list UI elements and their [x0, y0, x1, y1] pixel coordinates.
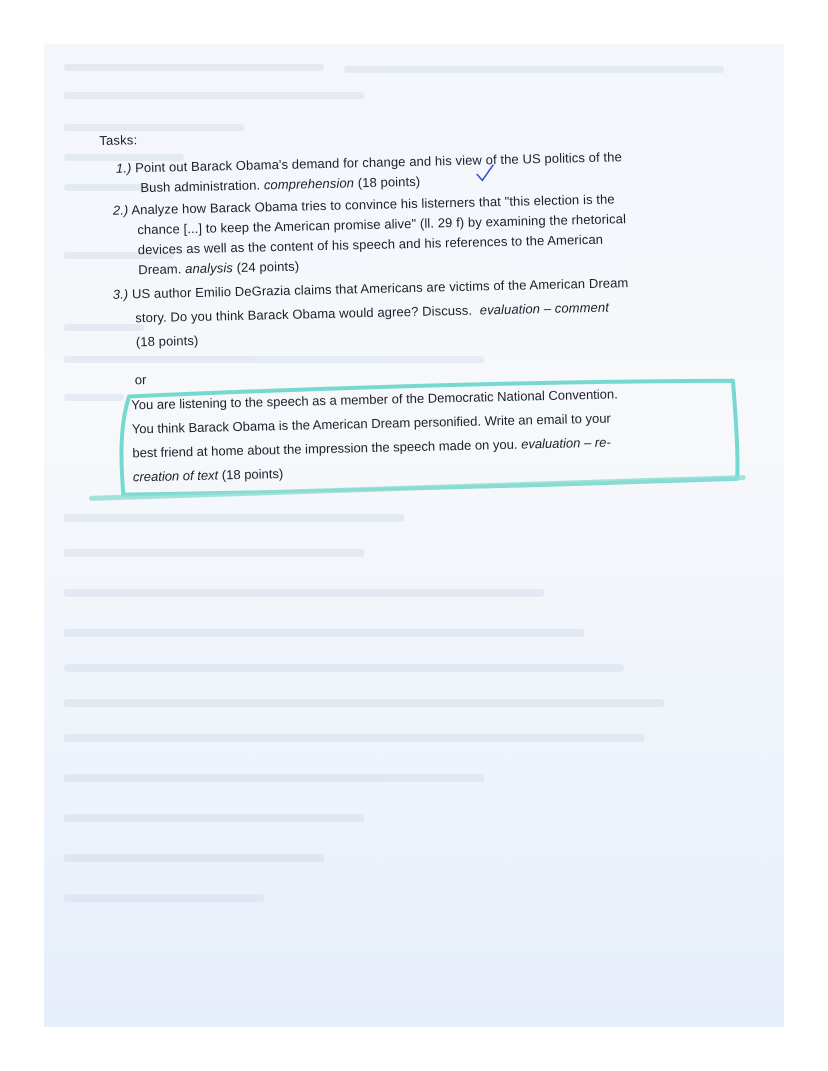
alt-task-type-part-2: creation of text [132, 467, 219, 485]
task-1-points: (18 points) [357, 173, 421, 191]
task-3-number: 3.) [112, 286, 129, 302]
scanned-worksheet-page [44, 44, 784, 1027]
task-1-number: 1.) [115, 160, 132, 176]
alt-task-line-2: You think Barack Obama is the American Dream personified. Write an email to your [131, 410, 611, 437]
task-2-line-4: Dream. [138, 261, 182, 278]
tasks-heading: Tasks: [99, 132, 138, 149]
task-2 [113, 187, 715, 281]
alt-task-points: (18 points) [221, 466, 284, 483]
task-3-type: evaluation – comment [479, 299, 610, 318]
task-1-line-1: Point out Barack Obama's demand for change and his view of the US politics of the [134, 149, 622, 176]
task-3 [113, 271, 724, 353]
task-2-line-1: Analyze how Barack Obama tries to convince his listerners that "this election is the [131, 191, 615, 218]
task-3-line-1: US author Emilio DeGrazia claims that Americans are victims of the American Dream [131, 275, 629, 302]
alt-task-line-3: best friend at home about the impression the speech made on you. [132, 436, 518, 461]
worksheet-content [44, 44, 784, 1027]
alt-task-type-part-1: evaluation – re- [520, 434, 611, 452]
alternative-task [131, 380, 733, 490]
task-2-points: (24 points) [236, 258, 300, 276]
task-2-line-3: devices as well as the content of his speech and his references to the American [137, 231, 604, 258]
task-2-number: 2.) [112, 202, 129, 218]
alt-task-line-1: You are listening to the speech as a member of the Democratic National Convention. [131, 386, 618, 413]
task-3-points: (18 points) [135, 332, 199, 350]
task-1-line-2: Bush administration. [140, 177, 261, 196]
task-3-line-2: story. Do you think Barack Obama would agree? Discuss. [135, 302, 473, 326]
teacher-check-mark-icon [474, 162, 496, 184]
or-label: or [134, 372, 147, 388]
task-2-line-2: chance [...] to keep the American promise alive" (ll. 29 f) by examining the rhetorical [137, 211, 627, 238]
task-1-type: comprehension [263, 175, 355, 193]
task-2-type: analysis [184, 260, 234, 277]
